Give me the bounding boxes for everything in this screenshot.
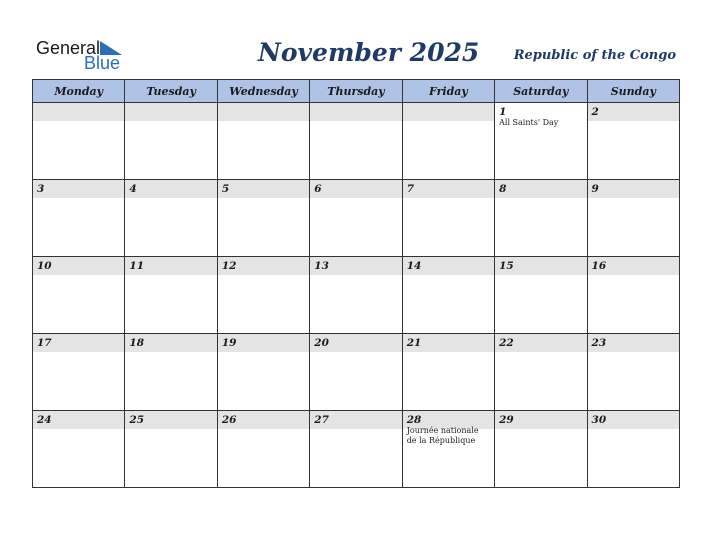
day-cell — [495, 180, 587, 257]
day-cell — [125, 334, 217, 411]
day-number: 10 — [33, 257, 124, 275]
day-cell — [33, 334, 125, 411]
day-cell — [217, 180, 309, 257]
day-cell — [125, 411, 217, 488]
day-number: 25 — [125, 411, 216, 429]
day-cell — [125, 257, 217, 334]
day-cell — [33, 103, 125, 180]
day-cell — [125, 103, 217, 180]
week-row — [33, 257, 680, 334]
day-number: 8 — [495, 180, 586, 198]
week-row — [33, 180, 680, 257]
weekday-header: Thursday — [310, 80, 402, 103]
generalblue-logo — [36, 38, 136, 74]
week-row — [33, 334, 680, 411]
day-cell — [495, 334, 587, 411]
day-cell — [33, 411, 125, 488]
day-cell — [310, 180, 402, 257]
calendar-title: November 2025 — [258, 38, 480, 67]
weekday-header: Saturday — [495, 80, 587, 103]
day-number: 7 — [403, 180, 494, 198]
day-cell — [402, 103, 494, 180]
day-number: 30 — [588, 411, 679, 429]
day-cell — [217, 334, 309, 411]
day-cell — [587, 334, 679, 411]
calendar-grid — [32, 79, 680, 488]
weekday-header: Monday — [33, 80, 125, 103]
day-cell — [495, 411, 587, 488]
day-number: 18 — [125, 334, 216, 352]
day-number: 21 — [403, 334, 494, 352]
day-number: 29 — [495, 411, 586, 429]
weekday-header: Wednesday — [217, 80, 309, 103]
day-cell — [587, 103, 679, 180]
day-number: 28 — [403, 411, 494, 429]
weekday-header-row — [33, 80, 680, 103]
day-cell — [587, 411, 679, 488]
day-number: 22 — [495, 334, 586, 352]
day-cell — [402, 334, 494, 411]
day-number: 2 — [588, 103, 679, 121]
day-number: 20 — [310, 334, 401, 352]
day-number — [125, 103, 216, 121]
day-cell — [587, 180, 679, 257]
week-row — [33, 103, 680, 180]
day-number: 19 — [218, 334, 309, 352]
logo-word-blue: Blue — [84, 53, 121, 73]
day-number — [218, 103, 309, 121]
day-cell — [217, 103, 309, 180]
day-number: 15 — [495, 257, 586, 275]
day-cell — [402, 180, 494, 257]
weekday-header: Tuesday — [125, 80, 217, 103]
day-number: 24 — [33, 411, 124, 429]
day-cell — [495, 257, 587, 334]
logo-word-general: General — [36, 38, 101, 58]
day-cell — [217, 411, 309, 488]
day-number — [33, 103, 124, 121]
day-cell — [125, 180, 217, 257]
day-cell — [310, 334, 402, 411]
day-number: 14 — [403, 257, 494, 275]
country-name: Republic of the Congo — [513, 48, 676, 63]
day-number: 17 — [33, 334, 124, 352]
day-number: 9 — [588, 180, 679, 198]
day-number: 23 — [588, 334, 679, 352]
day-cell — [217, 257, 309, 334]
day-cell — [587, 257, 679, 334]
day-cell — [33, 257, 125, 334]
day-cell — [402, 411, 494, 488]
day-number: 1 — [495, 103, 586, 121]
day-number: 5 — [218, 180, 309, 198]
day-number: 26 — [218, 411, 309, 429]
day-number: 27 — [310, 411, 401, 429]
day-number: 12 — [218, 257, 309, 275]
day-number: 13 — [310, 257, 401, 275]
day-number — [403, 103, 494, 121]
day-number: 4 — [125, 180, 216, 198]
day-cell — [495, 103, 587, 180]
day-cell — [310, 257, 402, 334]
holiday-label: Journée nationale de la République — [406, 426, 479, 445]
day-cell — [310, 411, 402, 488]
day-number: 11 — [125, 257, 216, 275]
day-number: 3 — [33, 180, 124, 198]
holiday-label: All Saints' Day — [499, 118, 559, 127]
weekday-header: Sunday — [587, 80, 679, 103]
day-number — [310, 103, 401, 121]
day-number: 16 — [588, 257, 679, 275]
day-number: 6 — [310, 180, 401, 198]
day-cell — [310, 103, 402, 180]
weekday-header: Friday — [402, 80, 494, 103]
day-cell — [33, 180, 125, 257]
day-cell — [402, 257, 494, 334]
week-row — [33, 411, 680, 488]
